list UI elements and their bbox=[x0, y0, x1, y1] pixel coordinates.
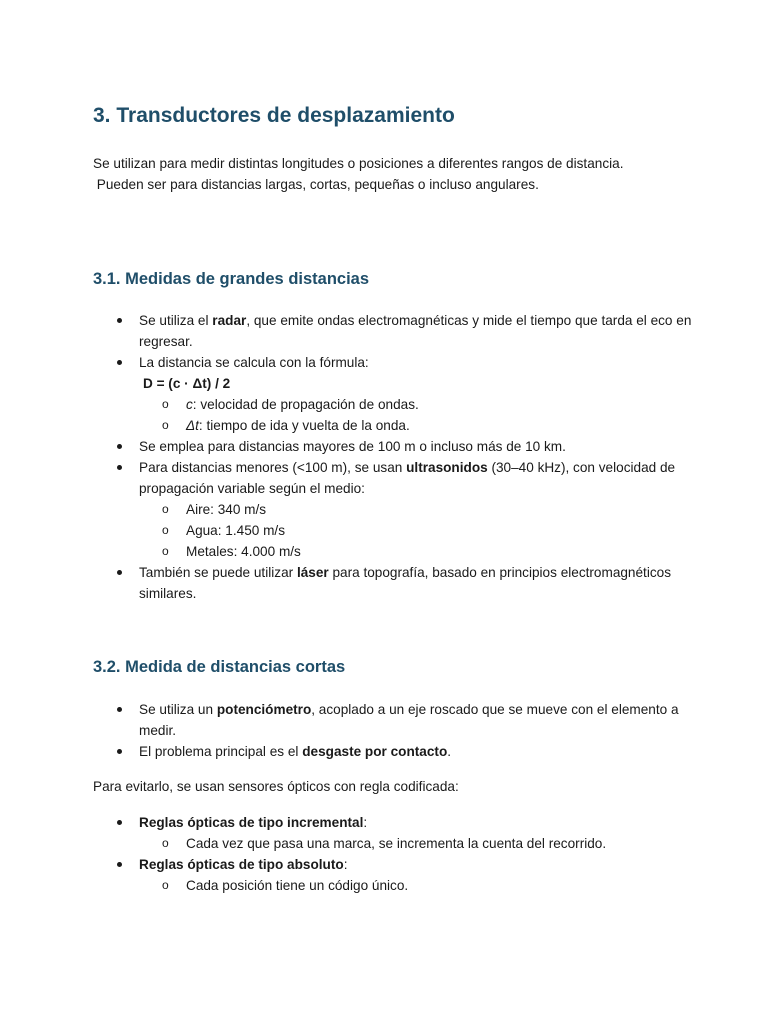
short-distances-list bbox=[93, 699, 693, 762]
list-item bbox=[93, 436, 693, 457]
sub-list-item bbox=[93, 394, 693, 415]
variable: c bbox=[186, 397, 193, 412]
text: La distancia se calcula con la fórmula: bbox=[139, 355, 369, 370]
list-item bbox=[93, 812, 693, 833]
text: . bbox=[447, 744, 452, 759]
sub-list-item: o Agua: 1.450 m/s bbox=[93, 520, 693, 541]
bold-term: radar bbox=[212, 313, 247, 328]
list-item bbox=[93, 854, 693, 875]
list-item bbox=[93, 457, 693, 499]
text: , que emite ondas electromagnéticas y mide el tiempo que tarda el eco en regresar. bbox=[139, 313, 692, 349]
list-item bbox=[93, 310, 693, 352]
intro-paragraph bbox=[93, 153, 663, 195]
list-item bbox=[93, 352, 693, 373]
sub-list-item bbox=[93, 415, 693, 436]
list-item bbox=[93, 741, 693, 762]
text: para topografía, basado en principios electromagnéticos similares. bbox=[139, 565, 672, 601]
text: : tiempo de ida y vuelta de la onda. bbox=[198, 418, 410, 433]
text: Se emplea para distancias mayores de 100 m o incluso más de 10 km. bbox=[139, 439, 566, 454]
bold-term: láser bbox=[296, 565, 329, 580]
sub-list-item: o Aire: 340 m/s bbox=[93, 499, 693, 520]
variable: Δt bbox=[186, 418, 199, 433]
sub-list-item: o Cada posición tiene un código único. bbox=[93, 875, 693, 896]
bold-term: potenciómetro bbox=[216, 702, 312, 717]
text: , acoplado a un eje roscado que se mueve con el elemento a medir. bbox=[139, 702, 679, 738]
text: : bbox=[343, 857, 348, 872]
text: : bbox=[363, 815, 368, 830]
text: Se utiliza el bbox=[139, 313, 213, 328]
bold-term: Reglas ópticas de tipo incremental bbox=[139, 815, 364, 830]
text: Para distancias menores (<100 m), se usan bbox=[139, 460, 407, 475]
sub-list-item: o Metales: 4.000 m/s bbox=[93, 541, 693, 562]
formula: D = (c · Δt) / 2 bbox=[143, 376, 231, 391]
section-heading-short-distances: 3.2. Medida de distancias cortas bbox=[93, 658, 346, 676]
list-item bbox=[93, 699, 693, 741]
section-heading-large-distances: 3.1. Medidas de grandes distancias bbox=[93, 270, 370, 288]
intro-line-1: Se utilizan para medir distintas longitudes o posiciones a diferentes rangos de distancia. bbox=[93, 156, 624, 171]
large-distances-list bbox=[93, 310, 693, 604]
text: El problema principal es el bbox=[139, 744, 303, 759]
text: Se utiliza un bbox=[139, 702, 217, 717]
list-item bbox=[93, 562, 693, 604]
text: También se puede utilizar bbox=[139, 565, 297, 580]
text: : velocidad de propagación de ondas. bbox=[192, 397, 419, 412]
optical-rulers-list bbox=[93, 812, 693, 896]
text: (30–40 kHz), con velocidad de propagación variable según el medio: bbox=[139, 460, 676, 496]
bold-term: ultrasonidos bbox=[406, 460, 488, 475]
bold-term: desgaste por contacto bbox=[302, 744, 448, 759]
optical-sensors-paragraph: Para evitarlo, se usan sensores ópticos con regla codificada: bbox=[93, 779, 459, 794]
page-title: 3. Transductores de desplazamiento bbox=[93, 104, 455, 127]
sub-list-item: o Cada vez que pasa una marca, se incrementa la cuenta del recorrido. bbox=[93, 833, 693, 854]
bold-term: Reglas ópticas de tipo absoluto bbox=[139, 857, 344, 872]
intro-line-2: Pueden ser para distancias largas, cortas, pequeñas o incluso angulares. bbox=[93, 177, 539, 192]
